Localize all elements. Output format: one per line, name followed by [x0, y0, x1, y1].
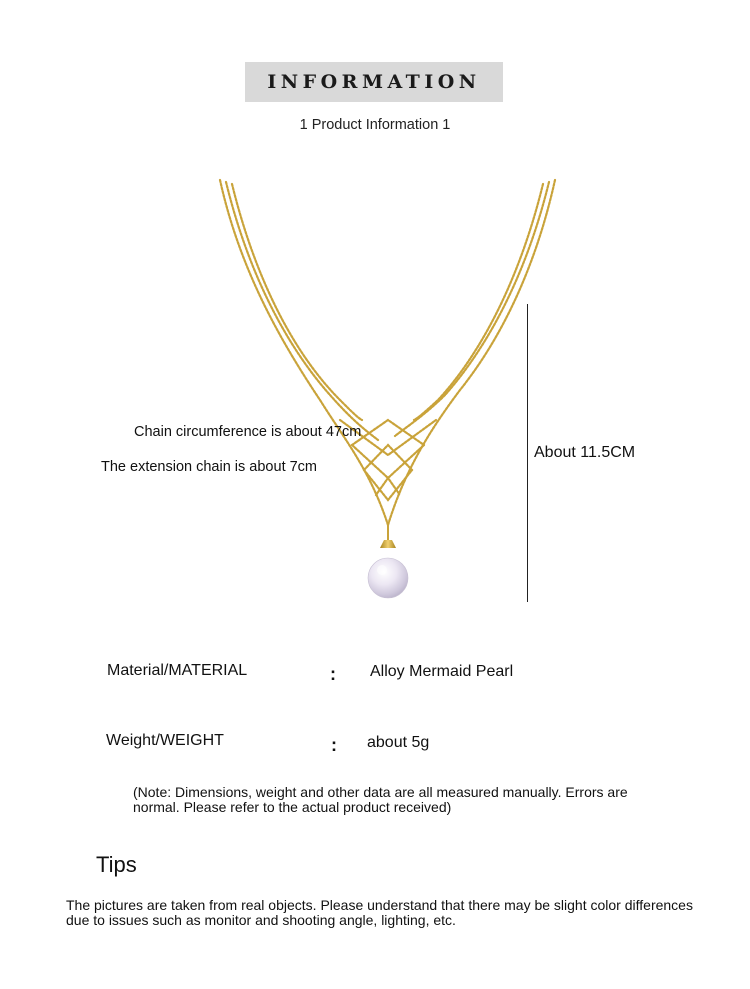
material-value: Alloy Mermaid Pearl [370, 663, 514, 680]
length-label: About 11.5CM [534, 444, 636, 461]
pendant-bail [380, 540, 396, 548]
page-subtitle: 1 Product Information 1 [299, 117, 451, 133]
weight-value: about 5g [367, 734, 430, 751]
tips-heading: Tips [96, 852, 137, 877]
chain-circumference-label: Chain circumference is about 47cm [134, 424, 362, 440]
page-title: INFORMATION [267, 71, 481, 93]
pearl-pendant [368, 558, 408, 598]
tips-text: The pictures are taken from real objects. Please understand that there may be slight color differences due to issues such as monitor and shooting angle, lighting, etc. [66, 897, 693, 928]
material-separator: : [330, 664, 336, 684]
weight-separator: : [331, 735, 337, 755]
material-label: Material/MATERIAL [107, 662, 248, 679]
extension-chain-label: The extension chain is about 7cm [101, 459, 318, 475]
length-measure-line [527, 304, 528, 602]
measurement-note: (Note: Dimensions, weight and other data are all measured manually. Errors are normal. Please refer to the actual product received) [133, 784, 628, 815]
weight-label: Weight/WEIGHT [106, 732, 224, 749]
